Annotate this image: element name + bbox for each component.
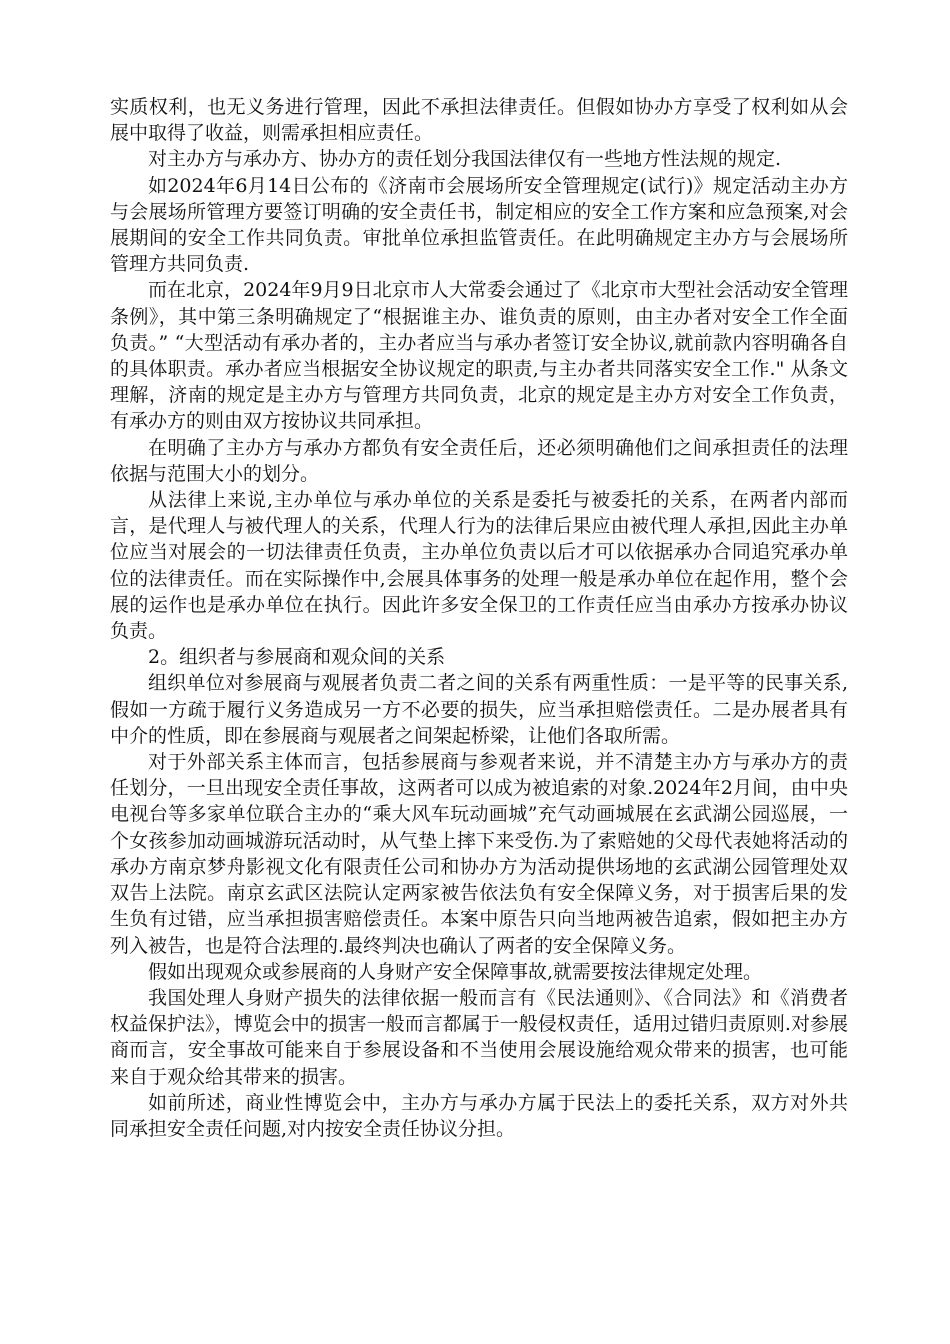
paragraph-3: 如2024年6月14日公布的《济南市会展场所安全管理规定(试行)》规定活动主办方与会展场所管理方要签订明确的安全责任书，制定相应的安全工作方案和应急预案,对会展期间的安全工作共同负责。审批单位承担监管责任。在此明确规定主办方与会展场所管理方共同负责. — [110, 174, 848, 276]
paragraph-8: 组织单位对参展商与观展者负责二者之间的关系有两重性质：一是平等的民事关系,假如一方疏于履行义务造成另一方不必要的损失，应当承担赔偿责任。二是办展者具有中介的性质，即在参展商与观展者之间架起桥梁，让他们各取所需。 — [110, 672, 848, 747]
paragraph-5: 在明确了主办方与承办方都负有安全责任后，还必须明确他们之间承担责任的法理依据与范围大小的划分。 — [110, 436, 848, 485]
paragraph-2: 对主办方与承办方、协办方的责任划分我国法律仅有一些地方性法规的规定. — [148, 148, 782, 171]
paragraph-11: 我国处理人身财产损失的法律依据一般而言有《民法通则》、《合同法》和《消费者权益保护法》，博览会中的损害一般而言都属于一般侵权责任，适用过错归责原则.对参展商而言，安全事故可能来自于参展设备和不当使用会展设施给观众带来的损害，也可能来自于观众给其带来的损害。 — [110, 986, 848, 1088]
section-heading: 2。组织者与参展商和观众间的关系 — [148, 646, 446, 669]
paragraph-4: 而在北京，2024年9月9日北京市人大常委会通过了《北京市大型社会活动安全管理条例》，其中第三条明确规定了“根据谁主办、谁负责的原则，由主办者对安全工作全面负责。” “大型活动有承办者的，主办者应当与承办者签订安全协议,就前款内容明确各自的具体职责。承办者应当根据安全协议规定的职责,与主办者共同落实安全工作." 从条文理解，济南的规定是主办方与管理方共同负责，北京的规定是主办方对安全工作负责，有承办方的则由双方按协议共同承担。 — [110, 279, 848, 433]
paragraph-12: 如前所述，商业性博览会中，主办方与承办方属于民法上的委托关系，双方对外共同承担安全责任问题,对内按安全责任协议分担。 — [110, 1091, 848, 1140]
paragraph-10: 假如出现观众或参展商的人身财产安全保障事故,就需要按法律规定处理。 — [148, 960, 763, 983]
paragraph-6: 从法律上来说,主办单位与承办单位的关系是委托与被委托的关系，在两者内部而言，是代理人与被代理人的关系，代理人行为的法律后果应由被代理人承担,因此主办单位应当对展会的一切法律责任负责，主办单位负责以后才可以依据承办合同追究承办单位的法律责任。而在实际操作中,会展具体事务的处理一般是承办单位在起作用，整个会展的运作也是承办单位在执行。因此许多安全保卫的工作责任应当由承办方按承办协议负责。 — [110, 489, 848, 643]
paragraph-1: 实质权利，也无义务进行管理，因此不承担法律责任。但假如协办方享受了权利如从会展中取得了收益，则需承担相应责任。 — [110, 96, 848, 145]
document-body — [110, 94, 848, 1142]
paragraph-9: 对于外部关系主体而言，包括参展商与参观者来说，并不清楚主办方与承办方的责任划分，一旦出现安全责任事故，这两者可以成为被追索的对象.2024年2月间，由中央电视台等多家单位联合主办的“乘大风车玩动画城”充气动画城展在玄武湖公园巡展，一个女孩参加动画城游玩活动时，从气垫上摔下来受伤.为了索赔她的父母代表她将活动的承办方南京梦舟影视文化有限责任公司和协办方为活动提供场地的玄武湖公园管理处双双告上法院。南京玄武区法院认定两家被告依法负有安全保障义务，对于损害后果的发生负有过错，应当承担损害赔偿责任。本案中原告只向当地两被告追索，假如把主办方列入被告，也是符合法理的.最终判决也确认了两者的安全保障义务。 — [110, 751, 848, 957]
